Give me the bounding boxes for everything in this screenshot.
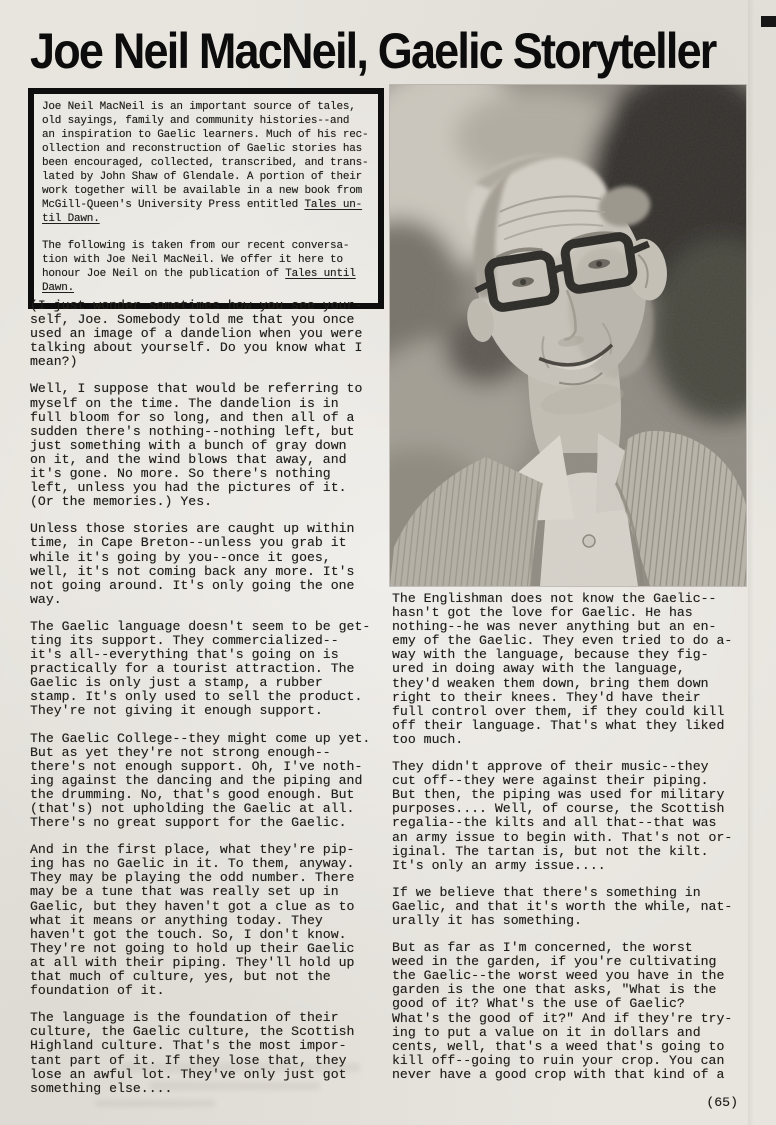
- page-title: Joe Neil MacNeil, Gaelic Storyteller: [30, 23, 716, 79]
- body-paragraph: The Gaelic language doesn't seem to be get- ting its support. They commercialized-- it's all--everything that's going on is practically for a tourist attraction. The Gaelic is only just a stamp, a rubber stamp. It's only used to sell the product. They're not giving it enough support.: [30, 618, 371, 719]
- intro-box: [28, 88, 384, 309]
- left-column: [30, 299, 390, 1096]
- body-paragraph: The language is the foundation of their culture, the Gaelic culture, the Scottish Highland culture. That's the most impor- tant part of it. If they lose that, they lose an awful lot. They've only just got something else....: [30, 1010, 355, 1096]
- body-paragraph: Unless those stories are caught up within time, in Cape Breton--unless you grab it while it's going by you--once it goes, well, it's not coming back any more. It's not going around. It's only going the one way.: [30, 521, 355, 607]
- body-paragraph: They didn't approve of their music--they cut off--they were against their piping. But then, the piping was used for military purposes.... Well, of course, the Scottish regalia--the kilts and all that--that was an army issue to begin with. That's not or- iginal. The tartan is, but not the kilt. It's only an army issue....: [392, 759, 733, 873]
- article-photo: [390, 85, 746, 586]
- show-through-ghost: [95, 1100, 215, 1107]
- body-paragraph: The Gaelic College--they might come up yet. But as yet they're not strong enough-- there's not enough support. Oh, I've noth- ing against the dancing and the piping and the drumming. No, that's good enough. But (that's) not upholding the Gaelic at all. There's no great support for the Gaelic.: [30, 730, 371, 831]
- scan-registration-mark: [761, 16, 776, 27]
- intro-paragraph: Joe Neil MacNeil is an important source of tales, old sayings, family and community histories--and an inspiration to Gaelic learners. Much of his rec- ollection and reconstruction of Gaelic stories has been encouraged, collected, transcribed, and trans- lated by John Shaw of Glendale. A portion of their work together will be available in a new book from McGill-Queen's University Press entitled Tales un- til Dawn.: [42, 101, 369, 225]
- body-paragraph: And in the first place, what they're pip- ing has no Gaelic in it. To them, anyway. They may be playing the odd number. There may be a tune that was really set up in Gaelic, but they haven't got a clue as to what it means or anything today. They haven't got the touch. So, I don't know. They're not going to hold up their Gaelic at all with their piping. They'll hold up that much of culture, yes, but not the foundation of it.: [30, 842, 355, 999]
- intro-paragraph: The following is taken from our recent conversa- tion with Joe Neil MacNeil. We offer it here to honour Joe Neil on the publication of Tales until Dawn.: [42, 240, 356, 294]
- right-column: [392, 592, 754, 1110]
- show-through-ghost: [150, 1082, 320, 1090]
- body-paragraph: If we believe that there's something in Gaelic, and that it's worth the while, nat- urally it has something.: [392, 884, 733, 928]
- page-number: (65): [706, 1095, 738, 1110]
- body-paragraph: Well, I suppose that would be referring to myself on the time. The dandelion is in full bloom for so long, and then all of a sudden there's nothing--nothing left, but just something with a bunch of gray down on it, and the wind blows that away, and it's gone. No more. So there's nothing left, unless you had the pictures of it. (Or the memories.) Yes.: [30, 381, 363, 510]
- body-paragraph: But as far as I'm concerned, the worst weed in the garden, if you're cultivating the Gaelic--the worst weed you have in the garden is the one that asks, "What is the good of it? What's the use of Gaelic? What's the good of it?" And if they're try- ing to put a value on it in dollars and cents, well, that's a weed that's going to kill off--going to ruin your crop. You can never have a good crop with that kind of a: [392, 940, 733, 1082]
- body-paragraph: The Englishman does not know the Gaelic-- hasn't got the love for Gaelic. He has nothing--he was never anything but an en- emy of the Gaelic. They even tried to do a- way with the language, because they fig- ured in doing away with the language, they'd weaken them down, bring them down right to their knees. They'd have their full control over them, if they could kill off their language. That's what they liked too much.: [392, 591, 733, 747]
- portrait-illustration: [390, 85, 746, 586]
- body-paragraph: (I just wonder sometimes how you see your- self, Joe. Somebody told me that you once used an image of a dandelion when you were talking about yourself. Do you know what I mean?): [30, 298, 363, 370]
- show-through-ghost: [120, 1063, 360, 1072]
